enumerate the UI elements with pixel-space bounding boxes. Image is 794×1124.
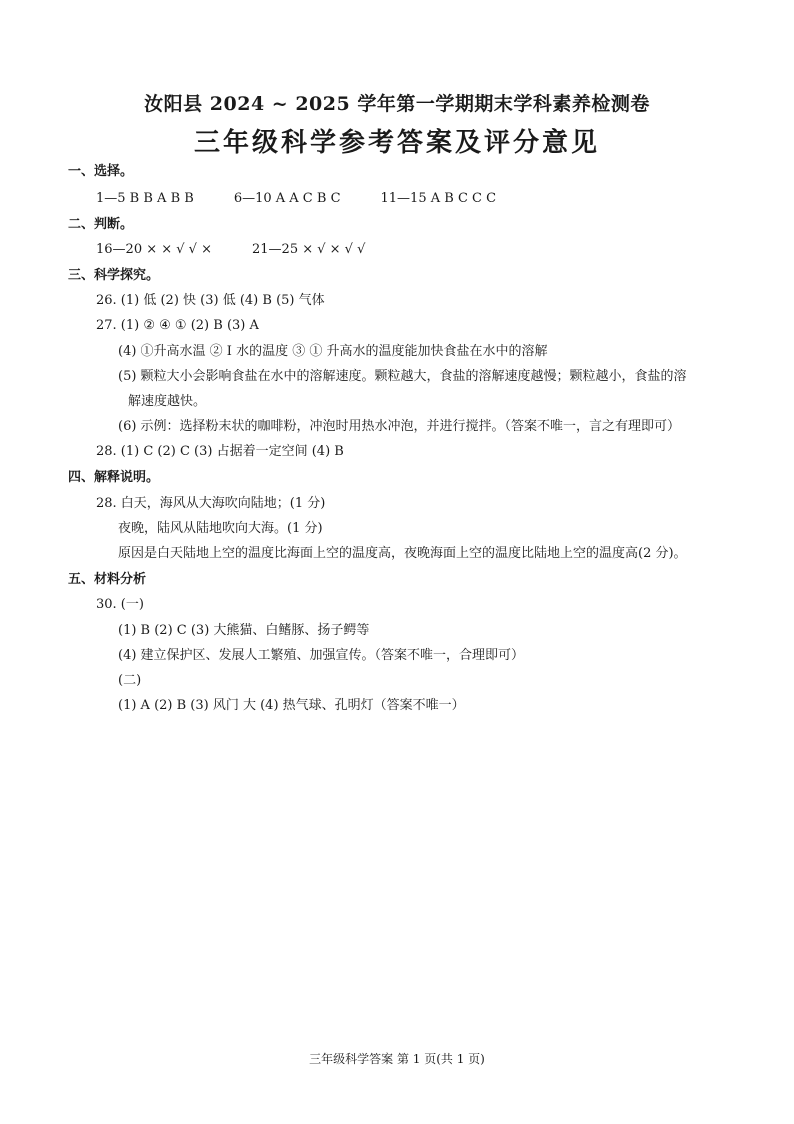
answer-q27-part4: (4) ①升高水温 ② I 水的温度 ③ ① 升高水的温度能加快食盐在水中的溶解 [118, 344, 548, 359]
answer-q27-part1: 27. (1) ② ④ ① (2) B (3) A [96, 318, 259, 333]
section-heading-choice: 一、选择。 [68, 164, 134, 179]
answer-q26: 26. (1) 低 (2) 快 (3) 低 (4) B (5) 气体 [96, 293, 325, 308]
answer-q27-part6: (6) 示例：选择粉末状的咖啡粉，冲泡时用热水冲泡，并进行搅拌。（答案不唯一，言之有理即可） [118, 419, 681, 434]
judge-group-16-20: 16—20 × × √ √ × [96, 242, 212, 257]
answer-q28: 28. (1) C (2) C (3) 占据着一定空间 (4) B [96, 444, 344, 459]
answer-q30-part1: (1) B (2) C (3) 大熊猫、白鳍豚、扬子鳄等 [118, 623, 370, 638]
choice-group-11-15: 11—15 A B C C C [380, 191, 497, 206]
section-heading-explain: 四、解释说明。 [68, 470, 160, 485]
judge-answers-row [96, 241, 365, 259]
section-heading-judge: 二、判断。 [68, 217, 134, 232]
section-heading-material: 五、材料分析 [68, 572, 147, 587]
answer-q30-sub2: (1) A (2) B (3) 风门 大 (4) 热气球、孔明灯（答案不唯一） [118, 698, 465, 713]
answer-q30-sub2-heading: (二) [118, 673, 142, 688]
choice-group-1-5: 1—5 B B A B B [96, 191, 194, 206]
explain-line-day: 28. 白天，海风从大海吹向陆地；(1 分) [96, 496, 326, 511]
choice-answers-row [96, 190, 496, 208]
section-heading-inquiry: 三、科学探究。 [68, 268, 160, 283]
explain-line-night: 夜晚，陆风从陆地吹向大海。(1 分) [118, 521, 323, 536]
answer-q27-part5: (5) 颗粒大小会影响食盐在水中的溶解速度。颗粒越大，食盐的溶解速度越慢；颗粒越小，食盐的溶 [118, 369, 687, 384]
page-footer: 三年级科学答案 第 1 页(共 1 页) [309, 1052, 485, 1066]
exam-title: 汝阳县 2024 ~ 2025 学年第一学期期末学科素养检测卷 [144, 93, 650, 115]
answer-q30-heading: 30. (一) [96, 597, 144, 612]
explain-line-reason: 原因是白天陆地上空的温度比海面上空的温度高，夜晚海面上空的温度比陆地上空的温度高(2 分)。 [118, 546, 687, 561]
judge-group-21-25: 21—25 × √ × √ √ [252, 242, 366, 257]
choice-group-6-10: 6—10 A A C B C [233, 191, 341, 206]
answer-key-title: 三年级科学参考答案及评分意见 [193, 128, 600, 158]
answer-q27-part5-cont: 解速度越快。 [128, 394, 207, 409]
answer-q30-part4: (4) 建立保护区、发展人工繁殖、加强宣传。（答案不唯一，合理即可） [118, 648, 525, 663]
